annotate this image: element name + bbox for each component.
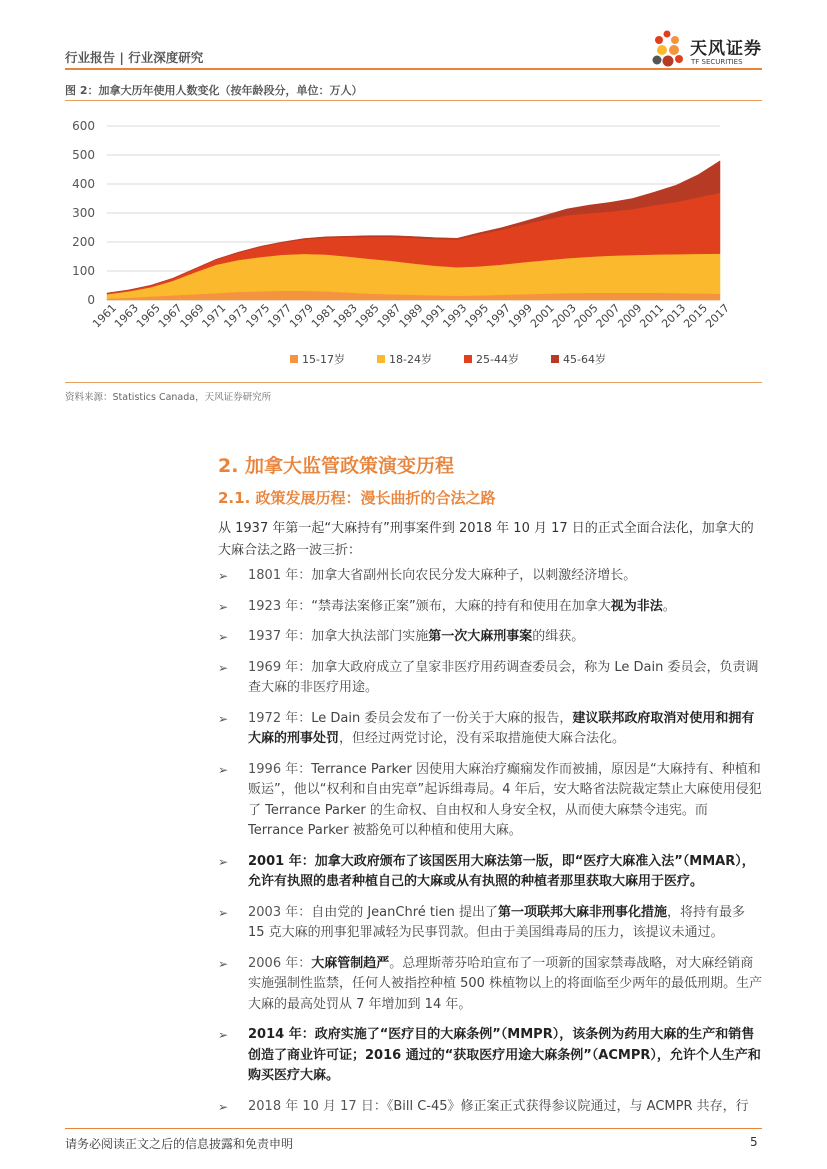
x-tick-label: 1995: [462, 301, 492, 331]
section-heading: 2. 加拿大监管政策演变历程: [218, 455, 455, 477]
footer-divider: [65, 1128, 762, 1129]
x-tick-label: 1987: [374, 301, 404, 331]
legend-label: 45-64岁: [563, 353, 606, 366]
timeline-text: Terrance Parker 因使用大麻治疗癫痫发作而被捕，原因是“大麻持有、种植和贩运”，他以“权利和自由宪章”起诉缉毒局。4 年后，安大略省法院裁定禁止大麻使用侵犯了 Terrance Parker 的生命权、自由权和人身安全权，从而使大麻禁令违宪。而 Terrance Parker 被豁免可以种植和使用大麻。: [248, 761, 762, 838]
page-number: 5: [750, 1135, 758, 1149]
x-tick-label: 1961: [90, 301, 120, 331]
timeline-text: “禁毒法案修正案”颁布，大麻的持有和使用在加拿大: [311, 598, 611, 614]
x-tick-label: 1977: [265, 301, 295, 331]
x-tick-label: 2009: [615, 301, 645, 331]
timeline-item: [218, 566, 763, 587]
timeline-text-bold: 政府实施了“医疗目的大麻条例”（MMPR），该条例为药用大麻的生产和销售创造了商业许可证；2016 通过的“获取医疗用途大麻条例”（ACMPR），允许个人生产和购买医疗大麻。: [248, 1027, 761, 1083]
x-tick-label: 1969: [177, 301, 207, 331]
timeline-item: [218, 709, 763, 750]
timeline-year: 2018 年 10 月 17 日：: [248, 1098, 387, 1114]
timeline-year: 2001 年：: [248, 853, 315, 869]
x-tick-label: 2001: [527, 301, 557, 331]
timeline-item: [218, 597, 763, 618]
area-chart: [65, 108, 762, 380]
timeline-text-bold: 第一次大麻刑事案: [428, 629, 533, 644]
x-tick-label: 1979: [287, 301, 317, 331]
x-tick-label: 1973: [221, 301, 251, 331]
x-tick-label: 2007: [593, 301, 623, 331]
timeline-text: ，但经过两党讨论，没有采取措施使大麻合法化。: [339, 731, 626, 746]
intro-paragraph: 从 1937 年第一起“大麻持有”刑事案件到 2018 年 10 月 17 日的正式全面合法化，加拿大的大麻合法之路一波三折：: [218, 521, 754, 558]
bullet-arrow-icon: ➢: [218, 762, 229, 777]
timeline-item: [218, 1025, 763, 1087]
legend-label: 25-44岁: [476, 353, 519, 366]
timeline-item: [218, 852, 763, 893]
header-report-type: 行业报告 | 行业深度研究: [65, 50, 204, 65]
legend-swatch: [464, 355, 472, 363]
figure-caption: 图 2：加拿大历年使用人数变化（按年龄段分，单位：万人）: [65, 84, 363, 97]
timeline-year: 1969 年：: [248, 659, 312, 675]
y-tick-label: 500: [72, 148, 95, 162]
x-tick-label: 1971: [199, 301, 229, 331]
logo-text-cn: 天风证券: [690, 39, 762, 59]
x-tick-label: 1985: [352, 301, 382, 331]
timeline-text: 自由党的 JeanChré tien 提出了: [311, 904, 498, 920]
bullet-arrow-icon: ➢: [218, 599, 229, 614]
x-tick-label: 1997: [484, 301, 514, 331]
bullet-arrow-icon: ➢: [218, 854, 229, 869]
y-tick-label: 400: [72, 177, 95, 191]
timeline-item: [218, 1097, 763, 1118]
x-tick-label: 1991: [418, 301, 448, 331]
timeline-text: 的缉获。: [532, 629, 585, 644]
x-tick-label: 2015: [681, 301, 711, 331]
x-tick-label: 1965: [133, 301, 163, 331]
timeline-item: [218, 627, 763, 648]
caption-divider: [65, 100, 762, 101]
timeline-year: 1972 年：: [248, 710, 312, 726]
timeline-year: 1801 年：: [248, 568, 312, 583]
figure-source: 资料来源：Statistics Canada，天风证券研究所: [65, 392, 272, 403]
x-tick-label: 2003: [549, 301, 579, 331]
x-tick-label: 1993: [440, 301, 470, 331]
timeline-text-bold: 大麻管制趋严: [311, 955, 390, 971]
y-tick-label: 200: [72, 235, 95, 249]
x-tick-label: 2013: [659, 301, 689, 331]
timeline-text-bold: 第一项联邦大麻非刑事化措施: [497, 904, 667, 920]
legend-swatch: [290, 355, 298, 363]
timeline-year: 1996 年：: [248, 761, 312, 777]
bullet-arrow-icon: ➢: [218, 711, 229, 726]
subsection-heading: 2.1. 政策发展历程：漫长曲折的合法之路: [218, 489, 496, 507]
timeline-text: 加拿大政府成立了皇家非医疗用药调查委员会，称为 Le Dain 委员会，负责调查大麻的非医疗用途。: [248, 659, 759, 695]
bullet-arrow-icon: ➢: [218, 660, 229, 675]
timeline-year: 2006 年：: [248, 955, 312, 971]
bullet-arrow-icon: ➢: [218, 1028, 229, 1042]
timeline-text-bold: 建议联邦政府取消对使用和拥有大麻的刑事处罚: [248, 710, 755, 746]
legend-label: 18-24岁: [389, 353, 432, 366]
logo-text-en: TF SECURITIES: [691, 58, 743, 66]
bullet-arrow-icon: ➢: [218, 569, 229, 583]
x-tick-label: 1967: [155, 301, 185, 331]
bullet-arrow-icon: ➢: [218, 630, 229, 644]
timeline-year: 2003 年：: [248, 904, 312, 920]
flower-logo-icon: [650, 28, 690, 72]
y-tick-label: 0: [87, 293, 95, 307]
x-tick-label: 1999: [505, 301, 535, 331]
bullet-arrow-icon: ➢: [218, 905, 229, 920]
timeline-text: 《Bill C-45》修正案正式获得参议院通过，与 ACMPR 共存，行: [386, 1098, 749, 1114]
timeline-year: 1923 年：: [248, 598, 312, 614]
source-divider: [65, 382, 762, 383]
x-tick-label: 1981: [308, 301, 338, 331]
x-tick-label: 1989: [396, 301, 426, 331]
timeline-text-bold: 加拿大政府颁布了该国医用大麻法第一版，即“医疗大麻准入法”（MMAR），允许有执照的患者种植自己的大麻或从有执照的种植者那里获取大麻用于医疗。: [248, 853, 755, 889]
x-tick-label: 1963: [111, 301, 141, 331]
timeline-text: 。: [662, 598, 676, 614]
company-logo: [650, 28, 765, 72]
footer-notice: 请务必阅读正文之后的信息披露和免责申明: [65, 1137, 294, 1151]
timeline-text: 加拿大执法部门实施: [311, 629, 429, 644]
timeline-year: 1937 年：: [248, 629, 312, 644]
legend-swatch: [377, 355, 385, 363]
header-divider: [65, 68, 762, 70]
x-tick-label: 2011: [637, 301, 667, 331]
legend-label: 15-17岁: [302, 353, 345, 366]
x-tick-label: 1975: [243, 301, 273, 331]
timeline-text-bold: 视为非法: [610, 598, 663, 614]
timeline-item: [218, 658, 763, 699]
y-tick-label: 100: [72, 264, 95, 278]
timeline-item: [218, 760, 763, 842]
x-tick-label: 2017: [703, 301, 733, 331]
y-tick-label: 300: [72, 206, 95, 220]
legend-swatch: [551, 355, 559, 363]
timeline-item: [218, 954, 763, 1016]
bullet-arrow-icon: ➢: [218, 1099, 229, 1114]
timeline-text: Le Dain 委员会发布了一份关于大麻的报告，: [311, 710, 573, 726]
timeline-year: 2014 年：: [248, 1027, 315, 1042]
y-tick-label: 600: [72, 119, 95, 133]
timeline-text: 。总理斯蒂芬哈珀宣布了一项新的国家禁毒战略，对大麻经销商实施强制性监禁，任何人被指控种植 500 株植物以上的将面临至少两年的最低刑期。生产大麻的最高处罚从 7 年增加到 14 年。: [248, 955, 763, 1012]
timeline-text: 加拿大省副州长向农民分发大麻种子，以刺激经济增长。: [311, 568, 637, 583]
timeline-item: [218, 903, 763, 944]
x-tick-label: 1983: [330, 301, 360, 331]
bullet-arrow-icon: ➢: [218, 956, 229, 971]
timeline-text: ，将持有最多 15 克大麻的刑事犯罪减轻为民事罚款。但由于美国缉毒局的压力，该提议未通过。: [248, 904, 746, 940]
x-tick-label: 2005: [571, 301, 601, 331]
timeline-list: [218, 566, 763, 1127]
